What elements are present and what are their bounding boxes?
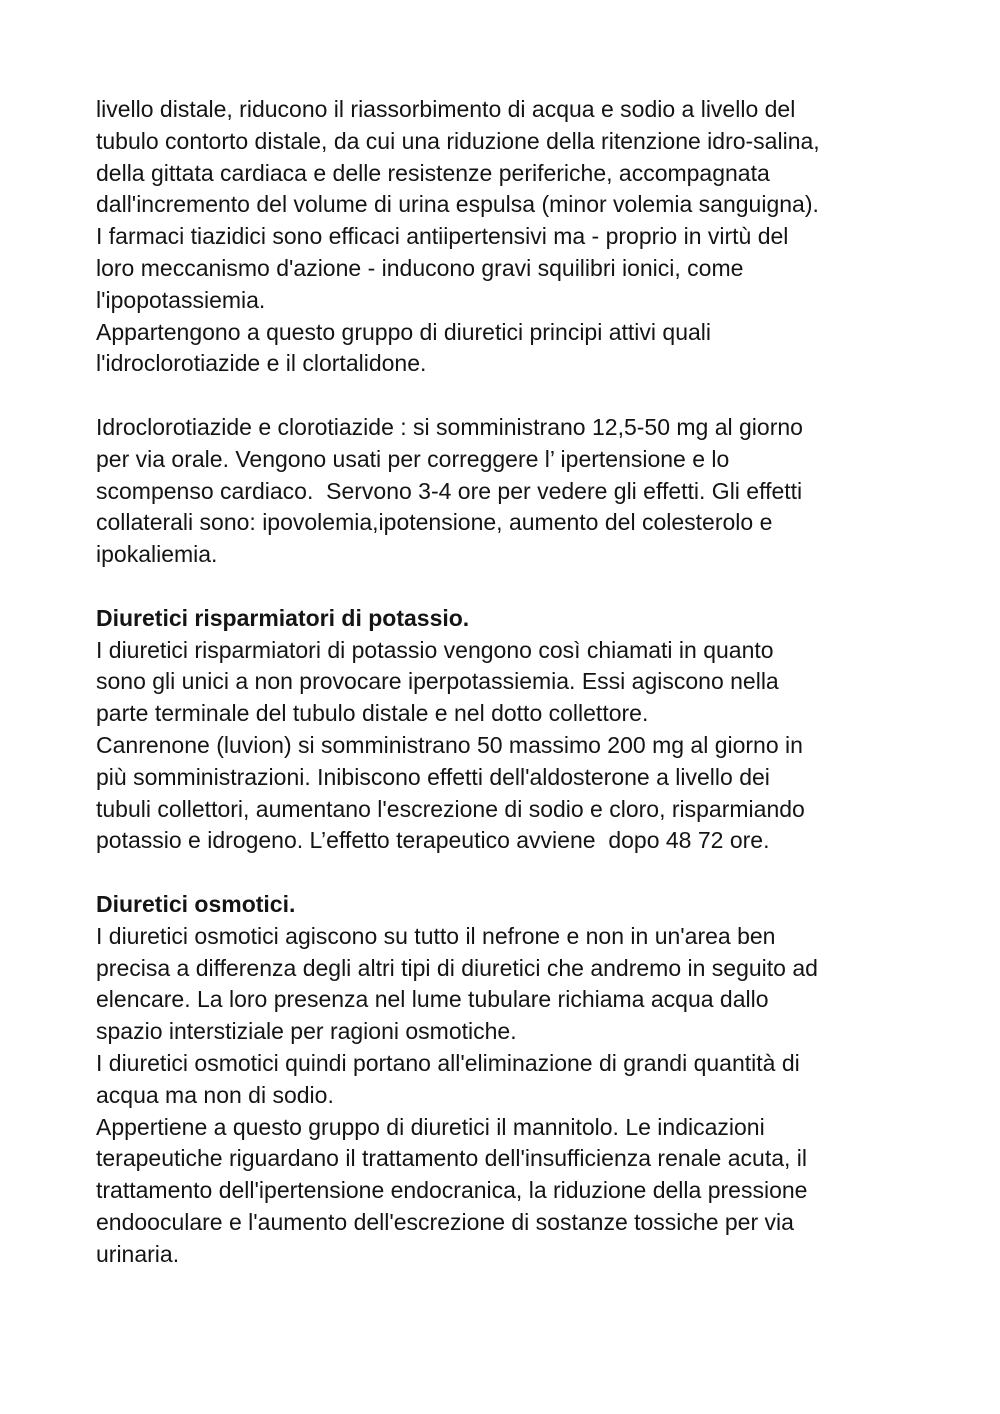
text-line: parte terminale del tubulo distale e nel dotto collettore. [96,700,649,727]
text-line: endooculare e l'aumento dell'escrezione di sostanze tossiche per via [96,1208,794,1235]
text-line: I farmaci tiazidici sono efficaci antiipertensivi ma - proprio in virtù del [96,223,789,250]
text-line: spazio interstiziale per ragioni osmotiche. [96,1018,517,1045]
text-line: loro meccanismo d'azione - inducono gravi squilibri ionici, come [96,254,744,281]
paragraph-gap [96,857,976,889]
text-line: precisa a differenza degli altri tipi di diuretici che andremo in seguito ad [96,954,818,981]
text-line: ipokaliemia. [96,541,218,568]
paragraph [96,921,976,1271]
text-line: dall'incremento del volume di urina espulsa (minor volemia sanguigna). [96,191,819,218]
text-line: livello distale, riducono il riassorbimento di acqua e sodio a livello del [96,96,796,122]
text-line: potassio e idrogeno. L’effetto terapeutico avviene dopo 48 72 ore. [96,827,770,854]
text-line: I diuretici osmotici quindi portano all'eliminazione di grandi quantità di [96,1049,800,1076]
text-line: tubulo contorto distale, da cui una riduzione della ritenzione idro-salina, [96,127,820,154]
text-line: terapeutiche riguardano il trattamento dell'insufficienza renale acuta, il [96,1145,808,1172]
text-line: trattamento dell'ipertensione endocranica, la riduzione della pressione [96,1177,808,1204]
text-line: elencare. La loro presenza nel lume tubulare richiama acqua dallo [96,986,769,1013]
paragraph-gap [96,571,976,603]
text-line: più somministrazioni. Inibiscono effetti dell'aldosterone a livello dei [96,763,770,790]
text-line: Idroclorotiazide e clorotiazide : si somministrano 12,5-50 mg al giorno [96,413,803,440]
paragraph [96,94,976,380]
section-heading: Diuretici osmotici. [96,890,296,917]
section-heading: Diuretici risparmiatori di potassio. [96,604,470,631]
text-line: della gittata cardiaca e delle resistenze periferiche, accompagnata [96,159,770,186]
text-line: urinaria. [96,1240,180,1267]
text-line: l'idroclorotiazide e il clortalidone. [96,350,427,377]
text-line: sono gli unici a non provocare iperpotassiemia. Essi agiscono nella [96,668,779,695]
text-line: I diuretici osmotici agiscono su tutto il nefrone e non in un'area ben [96,922,776,949]
text-line: Appartengono a questo gruppo di diuretici principi attivi quali [96,318,712,345]
document-page [96,94,976,1270]
text-line: tubuli collettori, aumentano l'escrezione di sodio e cloro, risparmiando [96,795,805,822]
text-line: acqua ma non di sodio. [96,1081,334,1108]
text-line: I diuretici risparmiatori di potassio vengono così chiamati in quanto [96,636,774,663]
text-line: per via orale. Vengono usati per correggere l’ ipertensione e lo [96,445,730,472]
paragraph-gap [96,380,976,412]
text-line: Appertiene a questo gruppo di diuretici il mannitolo. Le indicazioni [96,1113,765,1140]
paragraph [96,412,976,571]
text-line: Canrenone (luvion) si somministrano 50 massimo 200 mg al giorno in [96,731,803,758]
text-line: collaterali sono: ipovolemia,ipotensione, aumento del colesterolo e [96,509,773,536]
text-line: l'ipopotassiemia. [96,286,266,313]
paragraph [96,635,976,858]
text-line: scompenso cardiaco. Servono 3-4 ore per vedere gli effetti. Gli effetti [96,477,803,504]
